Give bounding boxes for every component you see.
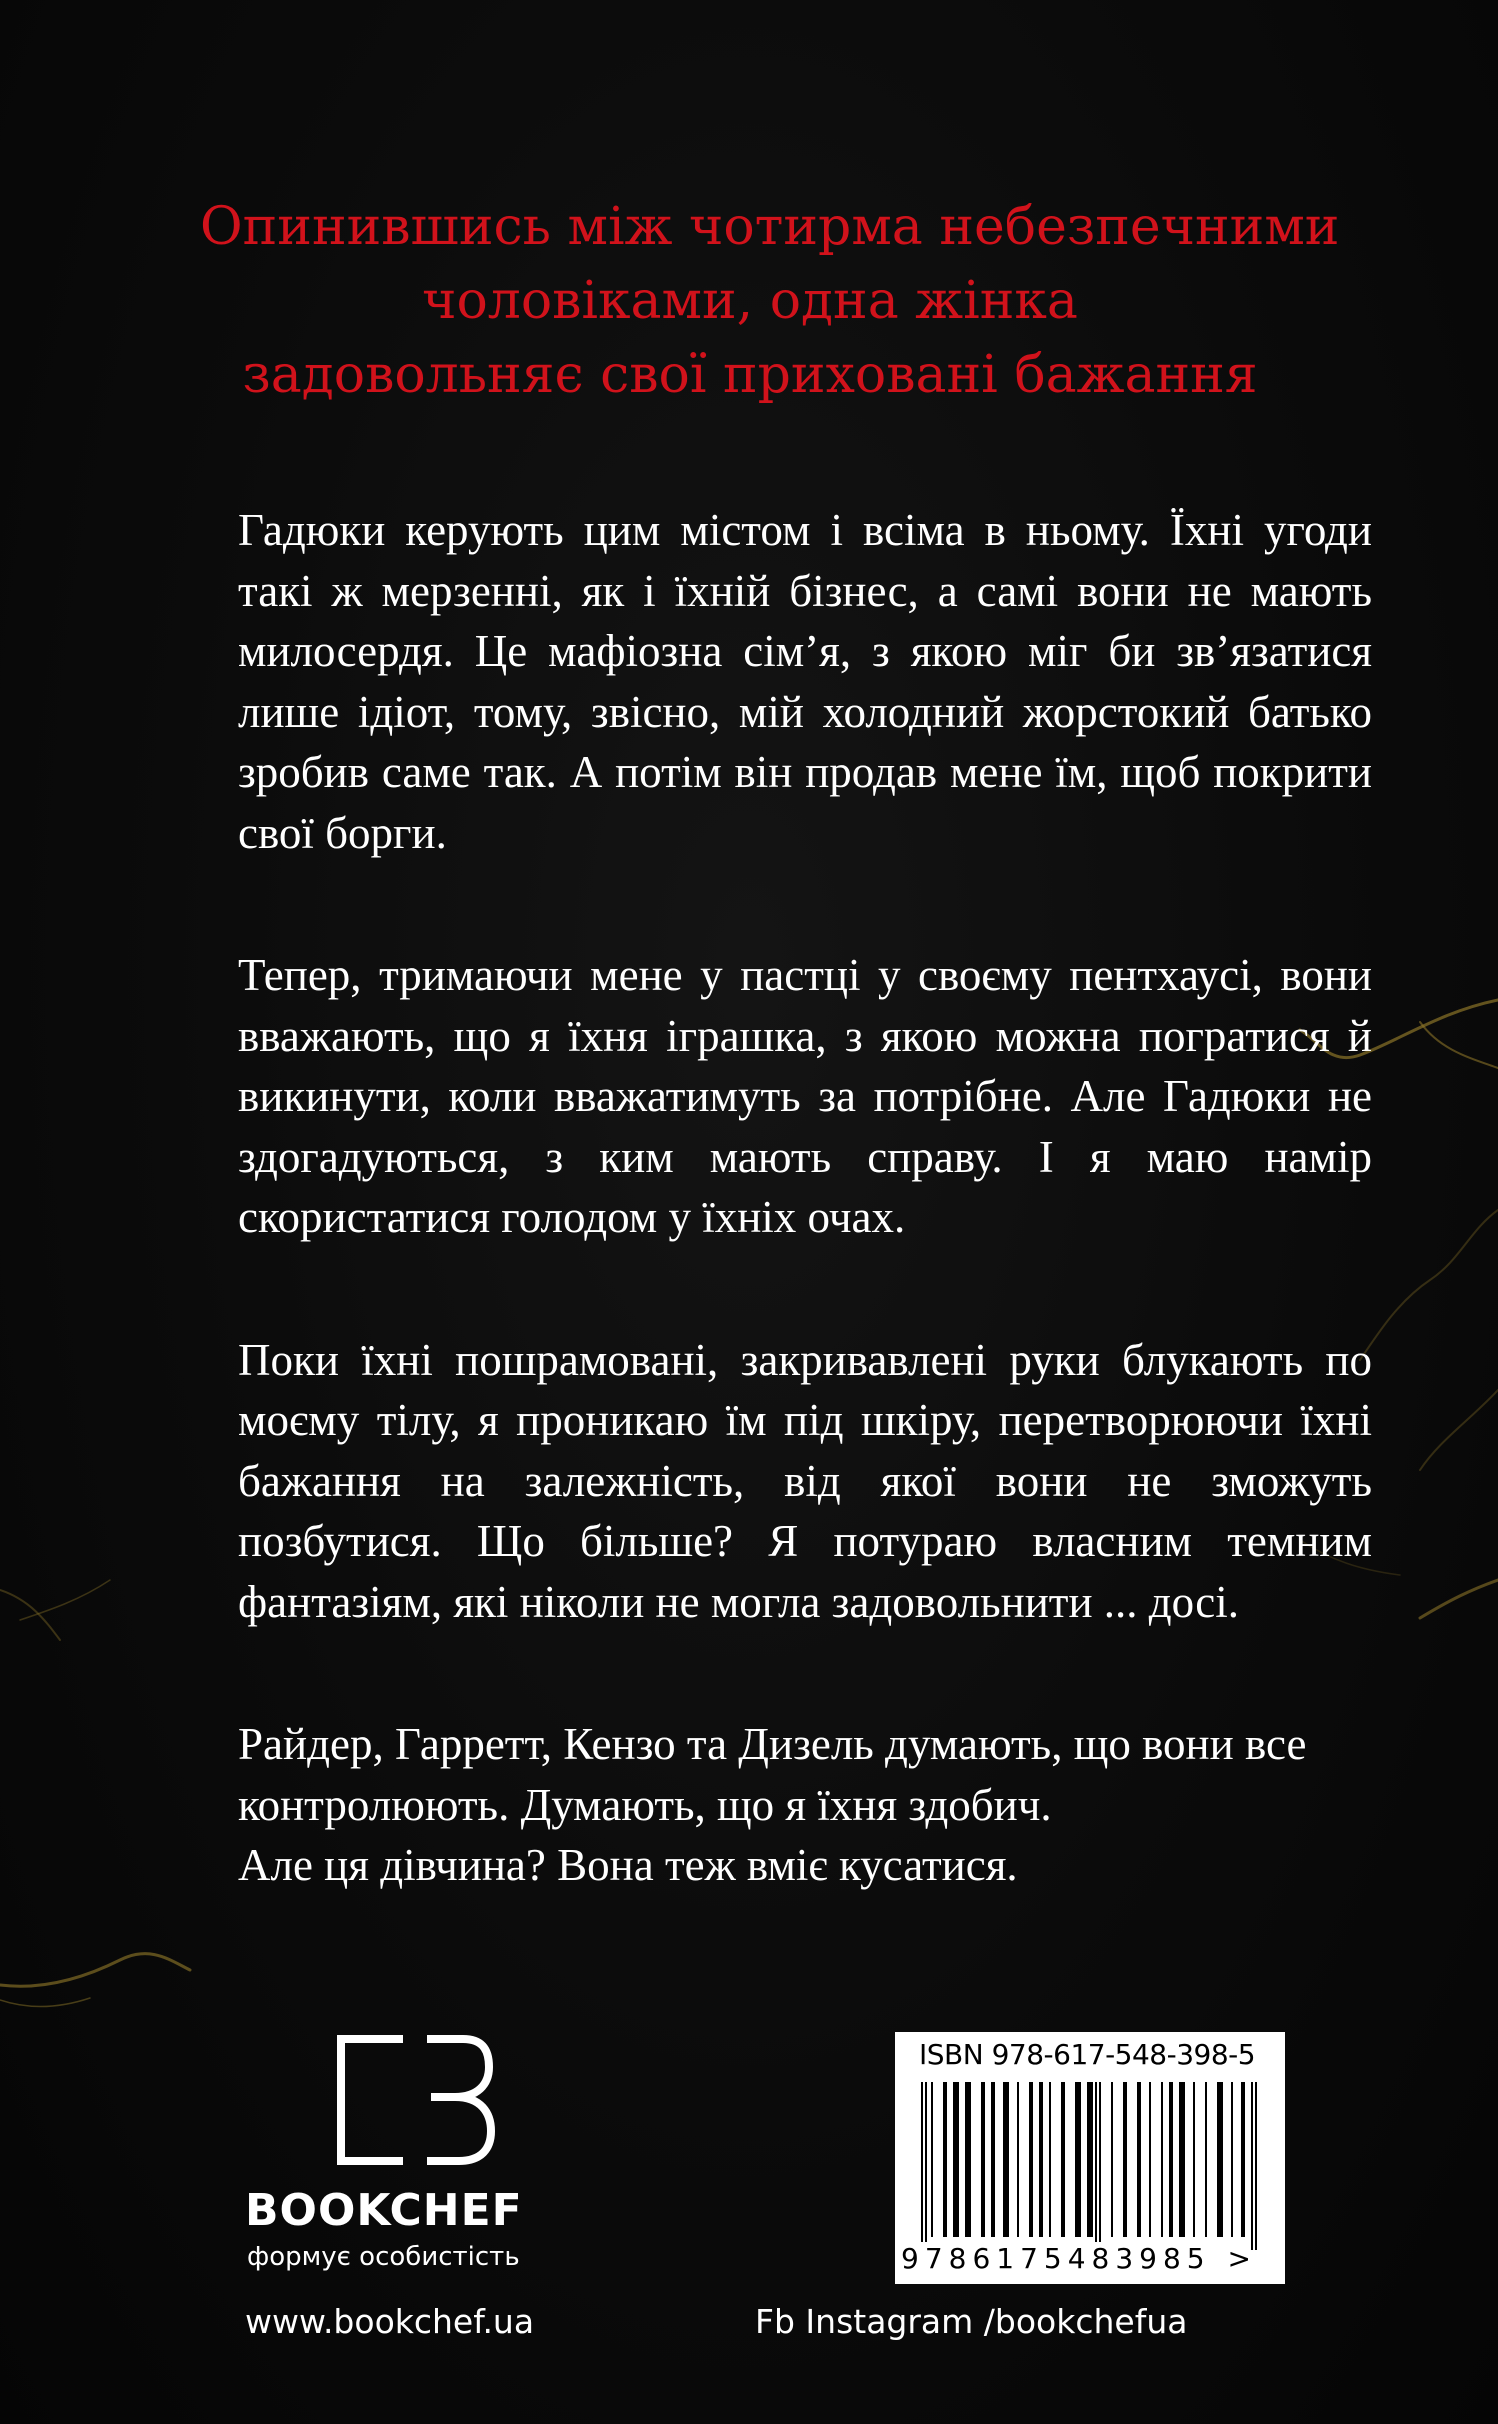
- publisher-social[interactable]: Fb Instagram /bookchefua: [755, 2302, 1188, 2341]
- blurb-paragraph-3: Поки їхні пошрамовані, закривавлені руки блукають по моєму тілу, я проникаю їм під шкіру, перетворюючи їхні бажання на залежність, від якої вони не зможуть позбутися. Що більше? Я потураю власним темним фантазіям, які ніколи не могла задовольнити ... досі.: [238, 1334, 1372, 1627]
- book-blurb: [238, 500, 1372, 1978]
- blurb-paragraph-4: Райдер, Гарретт, Кензо та Дизель думають, що вони все контролюють. Думають, що я їхня здобич. Але ця дівчина? Вона теж вміє кусатися.: [238, 1719, 1307, 1890]
- tagline: [200, 190, 1340, 412]
- barcode-bars: [907, 2082, 1267, 2252]
- tagline-line-1: Опинившись між чотирма небезпечними: [200, 197, 1340, 257]
- barcode-digits: 9786175483985 >: [901, 2242, 1257, 2275]
- tagline-line-2: чоловіками, одна жінка: [422, 271, 1078, 331]
- blurb-paragraph-1: Гадюки керують цим містом і всіма в ньому. Їхні угоди такі ж мерзенні, як і їхній бізнес, а самі вони не мають милосердя. Це мафіозна сім’я, з якою міг би зв’язатися лише ідіот, тому, звісно, мій холодний жорстокий батько зробив саме так. А потім він продав мене їм, щоб покрити свої борги.: [238, 505, 1372, 858]
- bookchef-logo-icon: [335, 2035, 495, 2165]
- tagline-line-3: задовольняє свої приховані бажання: [242, 345, 1258, 405]
- isbn-label: ISBN 978-617-548-398-5: [919, 2038, 1256, 2071]
- blurb-paragraph-2: Тепер, тримаючи мене у пастці у своєму пентхаусі, вони вважають, що я їхня іграшка, з якою можна погратися й викинути, коли вважатимуть за потрібне. Але Гадюки не здогадуються, з ким мають справу. І я маю намір скористатися голодом у їхніх очах.: [238, 950, 1372, 1242]
- isbn-barcode: [895, 2032, 1285, 2284]
- publisher-website[interactable]: www.bookchef.ua: [245, 2302, 535, 2341]
- publisher-slogan: формує особистість: [247, 2242, 520, 2272]
- publisher-logo: [245, 2035, 585, 2272]
- publisher-name: BOOKCHEF: [245, 2185, 523, 2236]
